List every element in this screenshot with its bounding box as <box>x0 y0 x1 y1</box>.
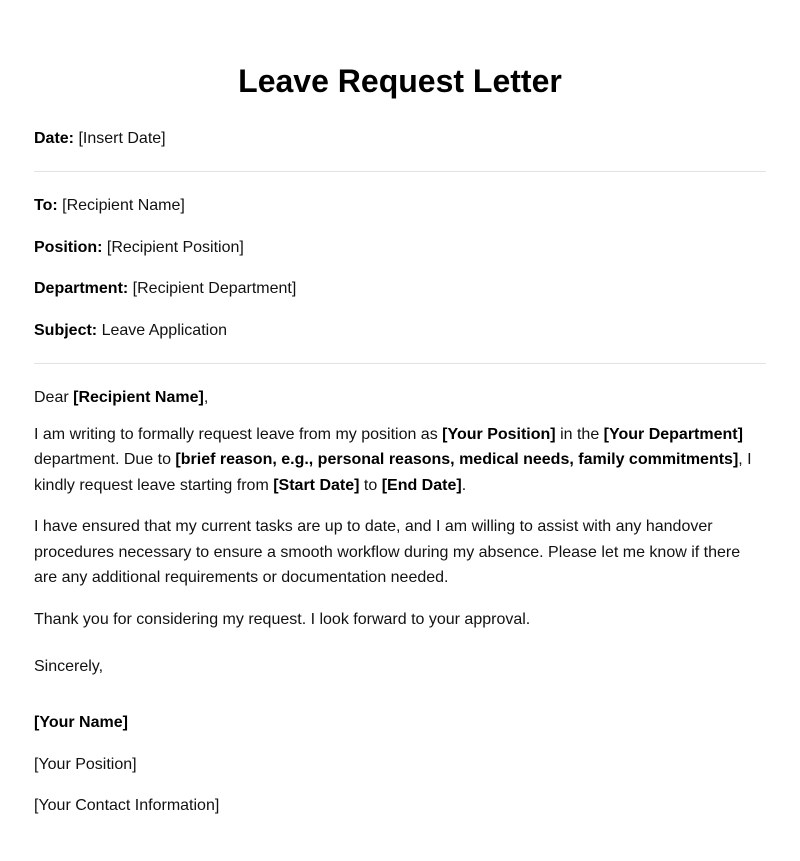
subject-label: Subject: <box>34 321 98 339</box>
salutation-suffix: , <box>203 388 209 406</box>
paragraph-text: , I kindly request leave starting from <box>34 451 752 494</box>
salutation <box>34 388 766 408</box>
date-line <box>34 129 766 149</box>
signature-position: [Your Position] <box>34 756 137 773</box>
salutation-prefix: Dear <box>34 388 74 406</box>
to-label: To: <box>34 197 58 214</box>
department-label: Department: <box>34 280 129 297</box>
paragraph-text: department. Due to <box>34 451 176 468</box>
paragraph-text: to <box>359 476 382 494</box>
paragraph-text: in the <box>555 425 604 443</box>
subject-value: Leave Application <box>97 321 227 339</box>
paragraph-text: I am writing to formally request leave from my position as <box>34 425 443 443</box>
position-value: [Recipient Position] <box>102 238 244 256</box>
body-paragraph-2: I have ensured that my current tasks are up to date, and I am willing to assist with any handover procedures necessary to ensure a smooth workflow during my absence. Please let me know if there are any additional requirements or documentation needed. <box>34 518 741 586</box>
page-title: Leave Request Letter <box>238 63 562 99</box>
placeholder-your-department: [Your Department] <box>603 425 743 443</box>
to-line <box>34 196 766 216</box>
date-value: [Insert Date] <box>74 130 166 147</box>
body-paragraph-3: Thank you for considering my request. I look forward to your approval. <box>34 610 531 628</box>
subject-line <box>34 321 766 341</box>
placeholder-reason: [brief reason, e.g., personal reasons, medical needs, family commitments] <box>175 451 739 468</box>
placeholder-start-date: [Start Date] <box>273 476 360 494</box>
to-value: [Recipient Name] <box>57 197 185 214</box>
signature-name <box>34 713 766 733</box>
placeholder-end-date: [End Date] <box>381 476 462 494</box>
divider <box>34 171 766 172</box>
salutation-name: [Recipient Name] <box>73 388 204 406</box>
department-line <box>34 279 766 299</box>
paragraph-text: . <box>461 476 467 494</box>
date-label: Date: <box>34 130 75 147</box>
signature-name-text: [Your Name] <box>34 714 128 731</box>
position-label: Position: <box>34 238 103 256</box>
closing: Sincerely, <box>34 658 104 675</box>
department-value: [Recipient Department] <box>128 280 297 297</box>
body-paragraph-1 <box>34 422 766 499</box>
placeholder-your-position: [Your Position] <box>442 425 556 443</box>
signature-contact: [Your Contact Information] <box>34 797 220 814</box>
position-line <box>34 238 766 258</box>
divider <box>34 363 766 364</box>
